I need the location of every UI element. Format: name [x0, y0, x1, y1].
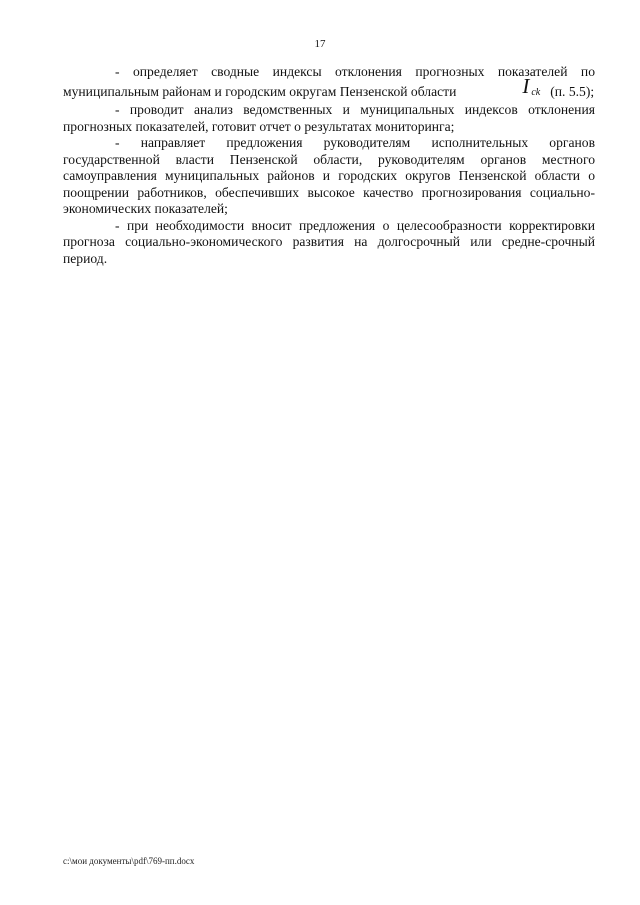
- document-body: [63, 64, 595, 267]
- paragraph-indices: [63, 64, 595, 102]
- paragraph-text: (п. 5.5);: [550, 83, 595, 99]
- formula-symbol: I: [522, 73, 530, 98]
- paragraph-forecast-adjustment: - при необходимости вносит предложения о целесообразности корректировки прогноза социально-экономического развития на долгосрочный или средне-срочный период.: [63, 217, 595, 266]
- deviation-index-formula: [470, 73, 541, 103]
- page-number: 17: [314, 38, 326, 50]
- paragraph-analysis: - проводит анализ ведомственных и муниципальных индексов отклонения прогнозных показателей, готовит отчет о результатах мониторинга;: [63, 102, 595, 134]
- footer-file-path: c:\мои документы\pdf\769-пп.docx: [63, 856, 195, 866]
- paragraph-text: - определяет сводные индексы отклонения прогнозных показателей по муниципальным районам и городским округам Пензенской области: [63, 64, 595, 99]
- formula-subscript: ck: [531, 86, 541, 98]
- paragraph-proposals: - направляет предложения руководителям исполнительных органов государственной власти Пензенской области, руководителям органов местного самоуправления муниципальных районов и городских округов Пензенской области о поощрении работников, обеспечивших высокое качество прогнозирования социально-экономических показателей;: [63, 135, 595, 216]
